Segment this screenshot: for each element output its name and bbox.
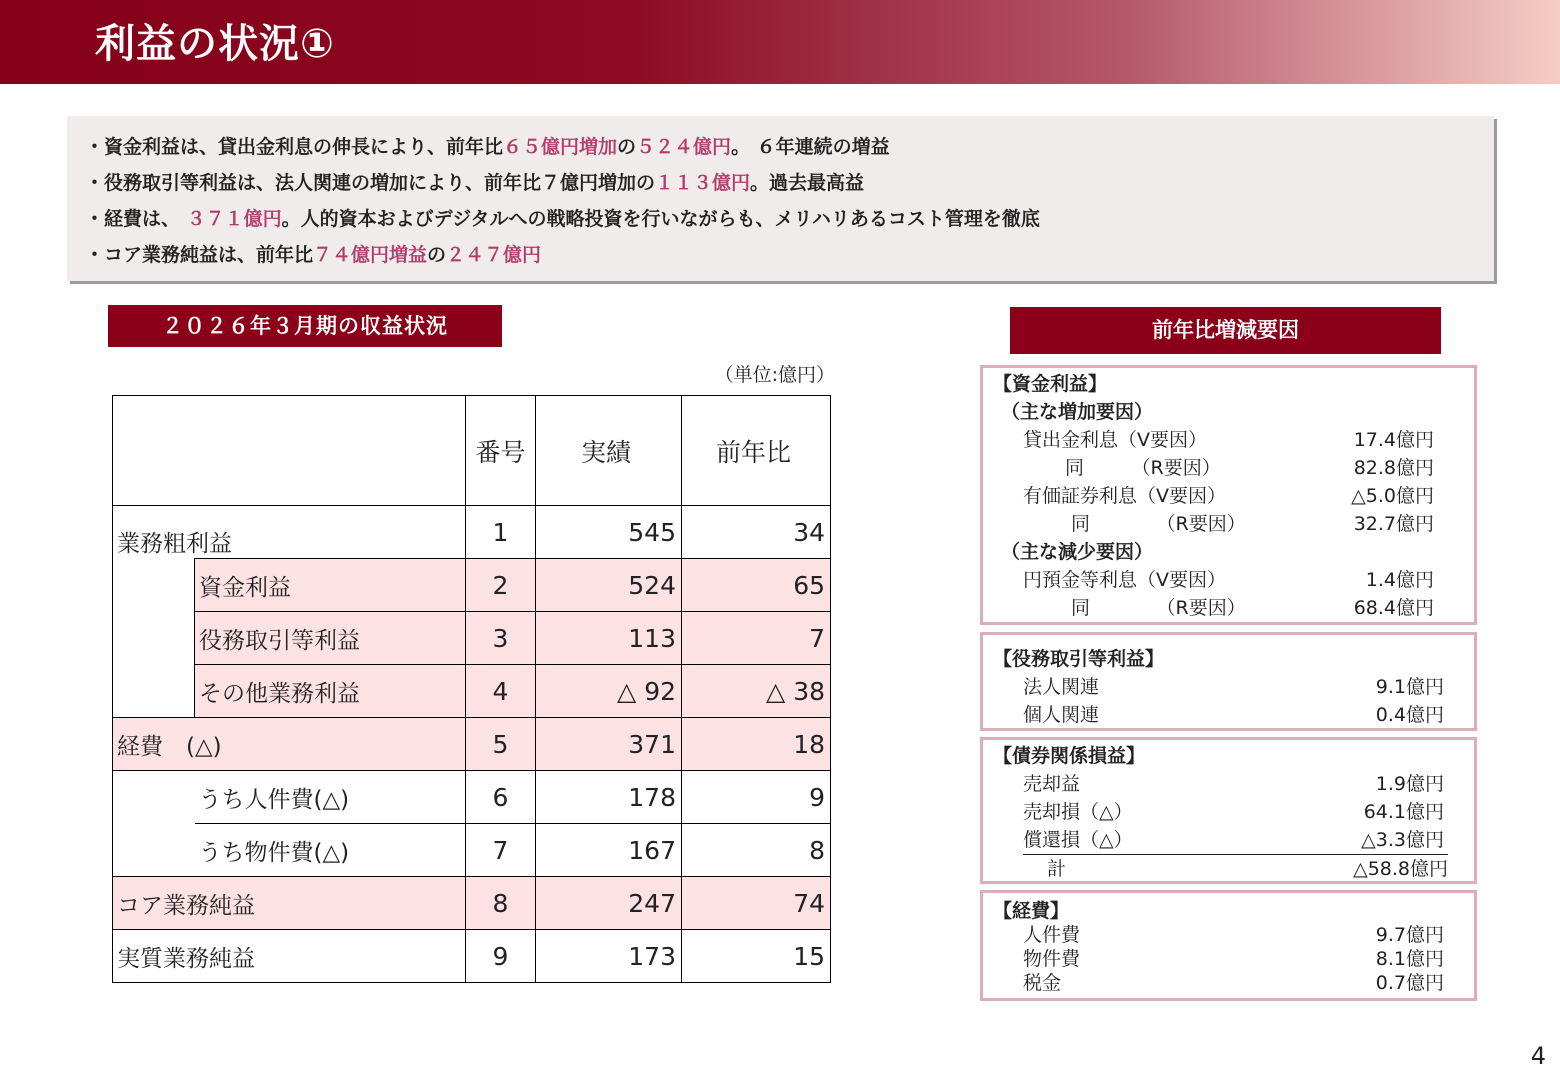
table-row: 経費 (△) 5 371 18 (113, 718, 831, 771)
expenses-factor-box (980, 890, 1477, 1001)
factor-row: 円預金等利息（V要因） 1.4億円 (1023, 569, 1434, 591)
factor-row: 法人関連 9.1億円 (1023, 676, 1444, 698)
fees-factor-box (980, 632, 1477, 731)
factor-total-row: 計 △58.8億円 (1047, 858, 1448, 880)
table-row: うち物件費(△) 7 167 8 (113, 824, 831, 877)
factor-row: 売却損（△） 64.1億円 (1023, 801, 1444, 823)
table-row: 資金利益 2 524 65 (113, 559, 831, 612)
factor-row: 償還損（△） △3.3億円 (1023, 826, 1448, 855)
summary-box (67, 116, 1494, 281)
funds-increase-title: （主な増加要因） (1001, 401, 1154, 423)
factor-row: 個人関連 0.4億円 (1023, 704, 1444, 726)
table-row: 実質業務純益 9 173 15 (113, 930, 831, 983)
summary-line-3: ・経費は、 ３７１億円。人的資本およびデジタルへの戦略投資を行いながらも、メリハリあるコスト管理を徹底 (85, 208, 1040, 230)
header-yoy: 前年比 (682, 396, 831, 506)
page-title: 利益の状況① (95, 21, 335, 67)
income-table (112, 395, 831, 983)
factor-row: 貸出金利息（V要因） 17.4億円 (1023, 429, 1434, 451)
factors-title: 前年比増減要因 (1010, 307, 1441, 354)
header-bar (0, 0, 1560, 84)
table-section-label: ２０２６年３月期の収益状況 (108, 305, 502, 347)
funds-decrease-title: （主な減少要因） (1001, 541, 1154, 563)
bonds-factor-box (980, 737, 1477, 884)
expenses-title: 【経費】 (993, 900, 1070, 922)
factor-row: 物件費 8.1億円 (1023, 948, 1444, 970)
table-row: 業務粗利益 1 545 34 (113, 506, 831, 559)
summary-line-1: ・資金利益は、貸出金利息の伸長により、前年比６５億円増加の５２４億円。 ６年連続の増益 (85, 136, 890, 158)
summary-line-4: ・コア業務純益は、前年比７４億円増益の２４７億円 (85, 244, 542, 266)
factor-row: 人件費 9.7億円 (1023, 924, 1444, 946)
table-row: その他業務利益 4 △ 92 △ 38 (113, 665, 831, 718)
header-actual: 実績 (536, 396, 682, 506)
fees-title: 【役務取引等利益】 (993, 648, 1165, 670)
factor-row: 有価証券利息（V要因） △5.0億円 (1023, 485, 1434, 507)
page-number: 4 (1530, 1042, 1546, 1070)
table-row: うち人件費(△) 6 178 9 (113, 771, 831, 824)
factor-row: 同 （R要因） 32.7億円 (1071, 513, 1434, 535)
factor-row: 同 （R要因） 82.8億円 (1065, 457, 1434, 479)
unit-label: （単位:億円） (714, 364, 835, 386)
table-header-row (113, 396, 831, 506)
factor-row: 売却益 1.9億円 (1023, 773, 1444, 795)
summary-line-2: ・役務取引等利益は、法人関連の増加により、前年比７億円増加の１１３億円。過去最高益 (85, 172, 865, 194)
funds-factor-box (980, 365, 1477, 625)
factor-row: 同 （R要因） 68.4億円 (1071, 597, 1434, 619)
factor-row: 税金 0.7億円 (1023, 972, 1444, 994)
funds-title: 【資金利益】 (993, 373, 1108, 395)
table-row: 役務取引等利益 3 113 7 (113, 612, 831, 665)
header-num: 番号 (466, 396, 536, 506)
table-row: コア業務純益 8 247 74 (113, 877, 831, 930)
bonds-title: 【債券関係損益】 (993, 745, 1146, 767)
